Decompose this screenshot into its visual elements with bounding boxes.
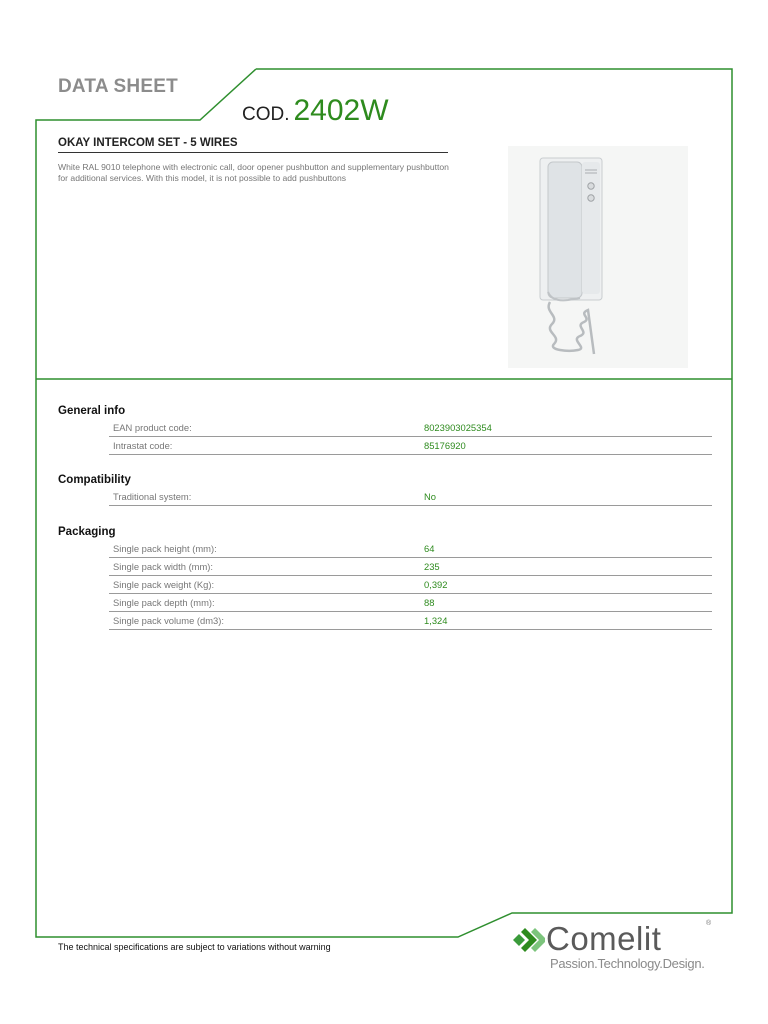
spec-label: Single pack width (mm): bbox=[113, 561, 214, 572]
section-title: Packaging bbox=[58, 526, 116, 538]
footer-disclaimer: The technical specifications are subject to variations without warning bbox=[58, 942, 331, 952]
spec-label: Single pack depth (mm): bbox=[113, 597, 215, 608]
spec-row bbox=[109, 540, 712, 558]
section-title: General info bbox=[58, 405, 126, 417]
spec-value: No bbox=[424, 491, 436, 502]
spec-value: 64 bbox=[424, 543, 435, 554]
brand-logo bbox=[508, 918, 728, 978]
code-value: 2402W bbox=[293, 94, 389, 127]
spec-row bbox=[109, 488, 712, 506]
spec-label: Intrastat code: bbox=[113, 440, 173, 451]
section-title: Compatibility bbox=[58, 474, 131, 486]
spec-value: 0,392 bbox=[424, 579, 448, 590]
spec-row bbox=[109, 558, 712, 576]
spec-value: 235 bbox=[424, 561, 440, 572]
spec-row bbox=[109, 419, 712, 437]
comelit-mark-icon bbox=[513, 928, 545, 952]
section-compatibility bbox=[58, 474, 712, 506]
spec-row bbox=[109, 612, 712, 630]
doc-title: DATA SHEET bbox=[58, 76, 178, 97]
spec-value: 88 bbox=[424, 597, 435, 608]
spec-row bbox=[109, 437, 712, 455]
intercom-handset-icon bbox=[508, 146, 688, 368]
spec-row bbox=[109, 576, 712, 594]
product-title: OKAY INTERCOM SET - 5 WIRES bbox=[58, 137, 448, 153]
product-description: White RAL 9010 telephone with electronic call, door opener pushbutton and supplementary pushbutton for additional services. With this model, it is not possible to add pushbuttons bbox=[58, 162, 449, 183]
section-general-info bbox=[58, 405, 712, 455]
code-label: COD. bbox=[242, 104, 290, 125]
spec-value: 85176920 bbox=[424, 440, 466, 451]
spec-value: 1,324 bbox=[424, 615, 448, 626]
spec-label: Single pack volume (dm3): bbox=[113, 615, 224, 626]
registered-mark: ® bbox=[706, 920, 712, 927]
brand-name: Comelit bbox=[546, 920, 662, 957]
spec-label: Single pack weight (Kg): bbox=[113, 579, 215, 590]
spec-label: Traditional system: bbox=[113, 491, 192, 502]
brand-tagline: Passion.Technology.Design. bbox=[550, 956, 705, 971]
spec-value: 8023903025354 bbox=[424, 422, 492, 433]
spec-label: Single pack height (mm): bbox=[113, 543, 217, 554]
spec-label: EAN product code: bbox=[113, 422, 192, 433]
section-packaging bbox=[58, 526, 712, 630]
product-code bbox=[242, 94, 389, 128]
spec-row bbox=[109, 594, 712, 612]
